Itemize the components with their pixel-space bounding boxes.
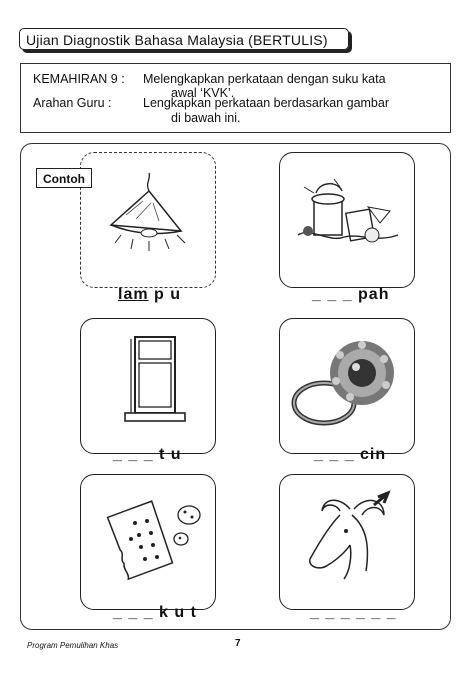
answer-prefix: lam: [118, 286, 149, 303]
card-goat-horn: [279, 474, 415, 610]
teacher-label: Arahan Guru :: [33, 96, 112, 110]
card-lamp: [80, 152, 216, 288]
card-ring: [279, 318, 415, 454]
card-biscuit: [80, 474, 216, 610]
answer-tanduk: _ _ _ _ _ _: [310, 604, 397, 621]
footer-program: Program Pemulihan Khas: [27, 641, 119, 650]
answer-pintu: _ _ _ t u: [113, 446, 182, 463]
instruction-box: [20, 63, 451, 133]
example-label: Contoh: [36, 168, 92, 188]
answer-suffix: p u: [148, 286, 182, 303]
skill-text-line1: Melengkapkan perkataan dengan suku kata: [143, 72, 386, 86]
page-number: 7: [235, 638, 241, 649]
answer-biskut: _ _ _ k u t: [113, 604, 197, 621]
biscuit-icon: [81, 475, 217, 611]
teacher-text-line1: Lengkapkan perkataan berdasarkan gambar: [143, 96, 390, 110]
teacher-text-line2: di bawah ini.: [171, 111, 241, 125]
card-rubbish: [279, 152, 415, 288]
rubbish-icon: [280, 153, 416, 289]
answer-sampah: _ _ _ pah: [312, 286, 390, 303]
worksheet-title: Ujian Diagnostik Bahasa Malaysia (BERTULIS): [19, 28, 349, 50]
skill-text-line2: awal ‘KVK’.: [171, 86, 235, 100]
answer-lampu: [118, 286, 181, 304]
skill-label: KEMAHIRAN 9 :: [33, 72, 125, 86]
card-window: [80, 318, 216, 454]
ring-icon: [280, 319, 416, 455]
window-icon: [81, 319, 217, 455]
lamp-icon: [81, 153, 217, 289]
answer-cincin: _ _ _ cin: [314, 446, 387, 463]
goat-horn-icon: [280, 475, 416, 611]
